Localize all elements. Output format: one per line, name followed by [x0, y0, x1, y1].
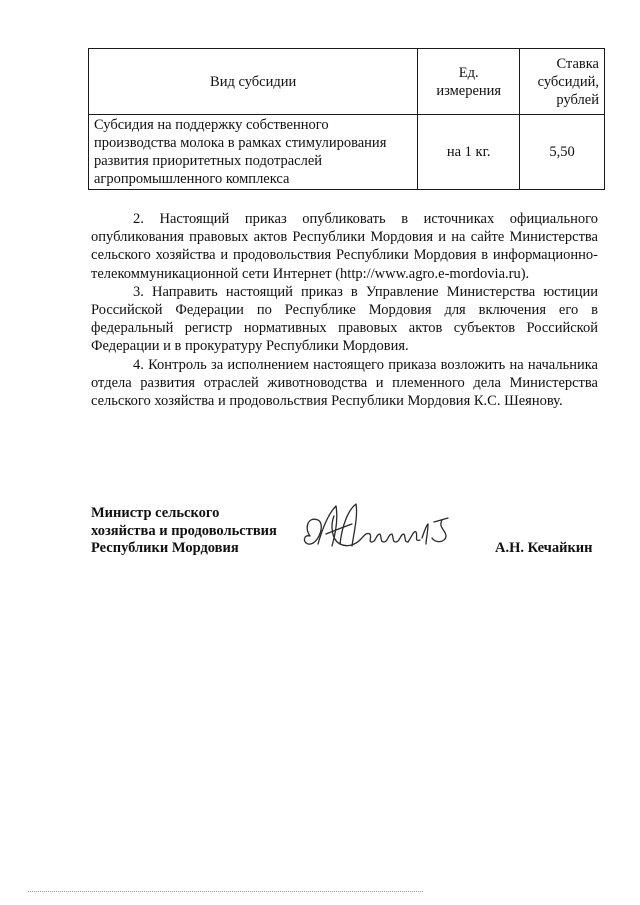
- header-rate: [520, 49, 605, 115]
- signatory-title: [91, 505, 306, 558]
- header-subsidy-type: [89, 49, 418, 115]
- table-header-row: [89, 49, 605, 115]
- header-rate-text: Ставка субсидий, рублей: [537, 55, 599, 108]
- order-body: [91, 210, 598, 410]
- cell-subsidy-type-text: Субсидия на поддержку собственного производства молока в рамках стимулирования развития приоритетных подотраслей агропромышленного комплекса: [94, 117, 387, 187]
- signatory-title-line: хозяйства и продовольствия: [91, 522, 277, 539]
- signatory-name: А.Н. Кечайкин: [495, 540, 593, 556]
- bottom-scan-rule: [28, 891, 423, 892]
- header-subsidy-type-text: Вид субсидии: [210, 73, 297, 90]
- cell-rate: [520, 115, 605, 190]
- table-row: [89, 115, 605, 190]
- cell-unit-text: на 1 кг.: [446, 144, 491, 160]
- cell-unit: [418, 115, 520, 190]
- signatory-title-line: Республики Мордовия: [91, 540, 239, 556]
- handwritten-signature: [296, 486, 476, 566]
- subsidy-table: [88, 48, 605, 190]
- signatory-title-line: Министр сельского: [91, 505, 220, 521]
- paragraph-2: 2. Настоящий приказ опубликовать в источниках официального опубликования правовых актов Республики Мордовия и на сайте Министерства сельского хозяйства и продовольствия Республики Мордовия в информационно-телекоммуникационной сети Интернет (http://www.agro.e-mordovia.ru).: [91, 211, 598, 282]
- header-unit-text: Ед. измерения: [436, 64, 502, 99]
- cell-rate-text: 5,50: [549, 144, 575, 160]
- paragraph-3: 3. Направить настоящий приказ в Управление Министерства юстиции Российской Федерации по Республике Мордовия для включения его в федеральный регистр нормативных правовых актов субъектов Российской Федерации и в прокуратуру Республики Мордовия.: [91, 283, 598, 355]
- paragraph-4: 4. Контроль за исполнением настоящего приказа возложить на начальника отдела развития отраслей животноводства и племенного дела Министерства сельского хозяйства и продовольствия Республики Мордовия К.С. Шеянову.: [91, 356, 598, 410]
- cell-subsidy-type: [89, 115, 418, 190]
- header-unit: [418, 49, 520, 115]
